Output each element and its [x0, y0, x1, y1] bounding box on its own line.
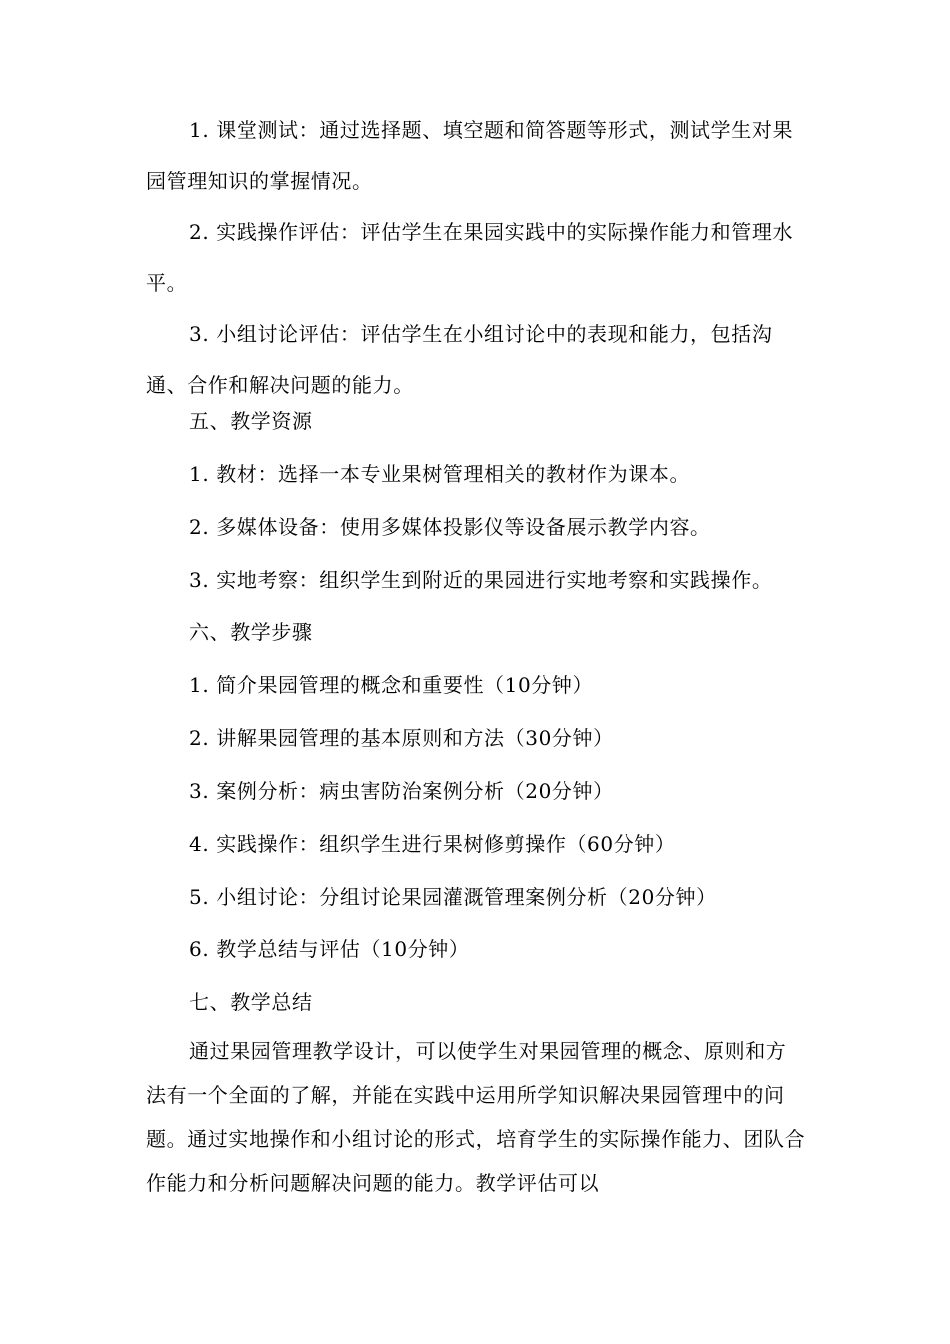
section-heading-resources: 五、教学资源 [189, 409, 313, 433]
paragraph-resource-fieldtrip: 3. 实地考察：组织学生到附近的果园进行实地考察和实践操作。 [189, 568, 773, 592]
paragraph-step-3: 3. 案例分析：病虫害防治案例分析（20分钟） [189, 779, 614, 803]
paragraph-resource-multimedia: 2. 多媒体设备：使用多媒体投影仪等设备展示教学内容。 [189, 515, 711, 539]
paragraph-step-5: 5. 小组讨论：分组讨论果园灌溉管理案例分析（20分钟） [189, 885, 717, 909]
paragraph-assessment-discussion: 3. 小组讨论评估：评估学生在小组讨论中的表现和能力，包括沟通、合作和解决问题的能力。 [146, 322, 773, 397]
section-heading-steps: 六、教学步骤 [189, 620, 313, 644]
paragraph-step-4: 4. 实践操作：组织学生进行果树修剪操作（60分钟） [189, 832, 676, 856]
paragraph-resource-textbook: 1. 教材：选择一本专业果树管理相关的教材作为课本。 [189, 462, 691, 486]
paragraph-assessment-quiz: 1. 课堂测试：通过选择题、填空题和简答题等形式，测试学生对果园管理知识的掌握情况。 [146, 118, 794, 193]
paragraph-assessment-practice: 2. 实践操作评估：评估学生在果园实践中的实际操作能力和管理水平。 [146, 220, 794, 295]
paragraph-step-6: 6. 教学总结与评估（10分钟） [189, 937, 470, 961]
section-heading-summary: 七、教学总结 [189, 990, 313, 1014]
paragraph-step-1: 1. 简介果园管理的概念和重要性（10分钟） [189, 673, 594, 697]
paragraph-summary: 通过果园管理教学设计，可以使学生对果园管理的概念、原则和方法有一个全面的了解，并能在实践中运用所学知识解决果园管理中的问题。通过实地操作和小组讨论的形式，培育学生的实际操作能力、团队合作能力和分析问题解决问题的能力。教学评估可以 [146, 1039, 806, 1195]
paragraph-step-2: 2. 讲解果园管理的基本原则和方法（30分钟） [189, 726, 614, 750]
